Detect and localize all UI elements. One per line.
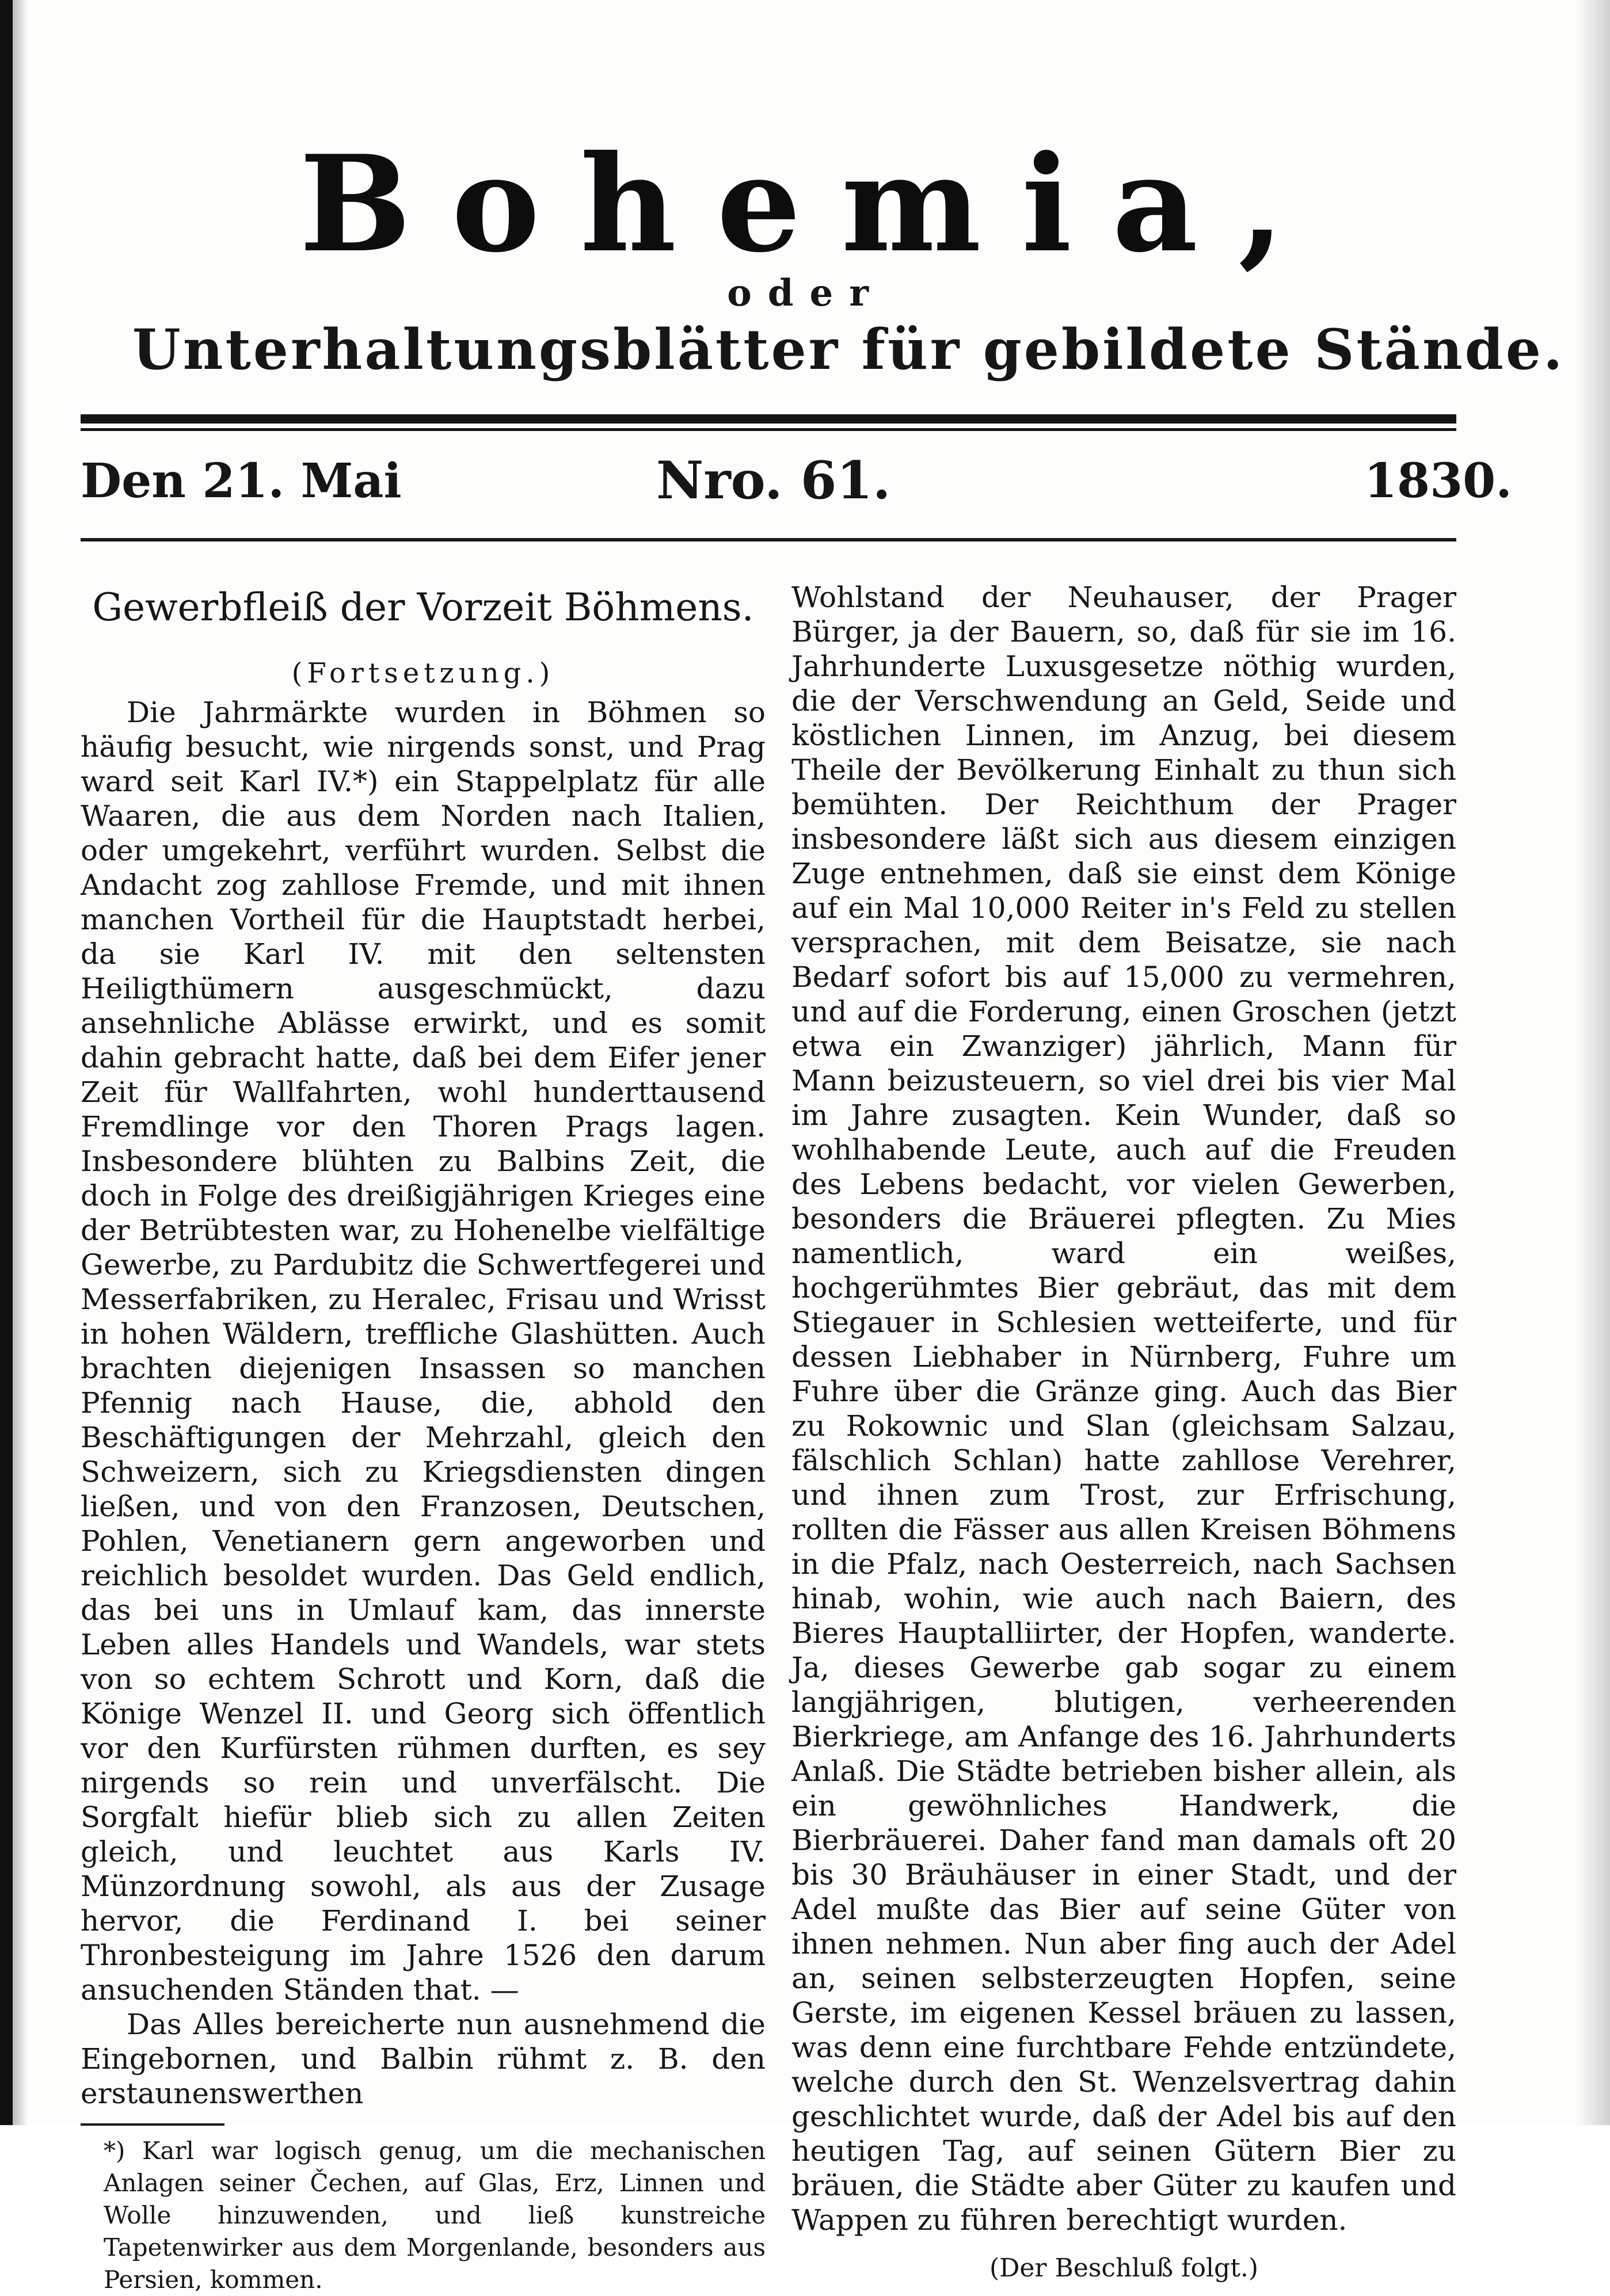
article-paragraph: Die Jahrmärkte wurden in Böhmen so häufig besucht, wie nirgends sonst, und Prag ward seit Karl IV.*) ein Stappelplatz für alle Waaren, die aus dem Norden nach Italien, oder umgekehrt, verführt wurden. Selbst die Andacht zog zahllose Fremde, und mit ihnen manchen Vortheil für die Hauptstadt herbei, da sie Karl IV. mit den seltensten Heiligthümern ausgeschmückt, dazu ansehnliche Ablässe erwirkt, und es somit dahin gebracht hatte, daß bei dem Eifer jener Zeit für Wallfahrten, wohl hunderttausend Fremdlinge vor den Thoren Prags lagen. Insbesondere blühten zu Balbins Zeit, die doch in Folge des dreißigjährigen Krieges eine der Betrübtesten war, zu Hohenelbe vielfältige Gewerbe, zu Pardubitz die Schwertfegerei und Messerfabriken, zu Heralec, Frisau und Wrisst in hohen Wäldern, treffliche Glashütten. Auch brachten diejenigen Insassen so manchen Pfennig nach Hause, die, abhold den Beschäftigungen der Mehrzahl, gleich den Schweizern, sich zu Kriegsdiensten dingen ließen, und von den Franzosen, Deutschen, Pohlen, Venetianern gern angeworben und reichlich besoldet wurden. Das Geld endlich, das bei uns in Umlauf kam, das innerste Leben alles Handels und Wandels, war stets von so echtem Schrott und Korn, daß die Könige Wenzel II. und Georg sich öffentlich vor den Kurfürsten rühmen durften, es sey nirgends so rein und unverfälscht. Die Sorgfalt hiefür blieb sich zu allen Zeiten gleich, und leuchtet aus Karls IV. Münzordnung sowohl, als aus der Zusage hervor, die Ferdinand I. bei seiner Thronbesteigung im Jahre 1526 den darum ansuchenden Ständen that. — xyxy=(81,696,766,2007)
page-binding-shadow xyxy=(13,0,28,2125)
masthead-rule-thick xyxy=(81,414,1456,424)
closing-note: (Der Beschluß folgt.) xyxy=(989,2253,1259,2283)
continuation-note: (Fortsetzung.) xyxy=(291,657,555,689)
issue-date: Den 21. Mai xyxy=(81,453,402,509)
left-column xyxy=(81,575,766,2296)
footnote: *) Karl war logisch genug, um die mechanischen Anlagen seiner Čechen, auf Glas, Erz, Linnen und Wolle hinzuwenden, und ließ kunstreiche Tapetenwirker aus dem Morgenlande, besonders aus Persien, kommen. xyxy=(104,2137,766,2294)
masthead-rule-thin xyxy=(81,428,1456,431)
masthead-title: Bohemia, xyxy=(299,127,1325,282)
issue-number: Nro. 61. xyxy=(656,450,891,511)
page-binding-edge xyxy=(0,0,13,2125)
footnote-rule xyxy=(81,2123,224,2126)
masthead-subtitle: Unterhaltungsblätter für gebildete Stände. xyxy=(132,317,1565,382)
masthead-oder: oder xyxy=(727,272,885,315)
article-paragraph: Das Alles bereicherte nun ausnehmend die Eingebornen, und Balbin rühmt z. B. den erstaunenswerthen xyxy=(81,2008,766,2110)
article-title: Gewerbfleiß der Vorzeit Böhmens. xyxy=(92,585,754,630)
right-column xyxy=(791,580,1456,2284)
page-right-edge xyxy=(1575,0,1610,2125)
issue-rule xyxy=(81,538,1456,541)
issue-year: 1830. xyxy=(1364,453,1512,509)
article-paragraph: Wohlstand der Neuhauser, der Prager Bürger, ja der Bauern, so, daß für sie im 16. Jahrhunderte Luxusgesetze nöthig wurden, die der Verschwendung an Geld, Seide und köstlichen Linnen, im Anzug, bei diesem Theile der Bevölkerung Einhalt zu thun sich bemühten. Der Reichthum der Prager insbesondere läßt sich aus diesem einzigen Zuge entnehmen, daß sie einst dem Könige auf ein Mal 10,000 Reiter in's Feld zu stellen versprachen, mit dem Beisatze, sie nach Bedarf sofort bis auf 15,000 zu vermehren, und auf die Forderung, einen Groschen (jetzt etwa ein Zwanziger) jährlich, Mann für Mann beizusteuern, so viel drei bis vier Mal im Jahre zusagten. Kein Wunder, daß so wohlhabende Leute, auch auf die Freuden des Lebens bedacht, vor vielen Gewerben, besonders die Bräuerei pflegten. Zu Mies namentlich, ward ein weißes, hochgerühmtes Bier gebräut, das mit dem Stiegauer in Schlesien wetteiferte, und für dessen Liebhaber in Nürnberg, Fuhre um Fuhre über die Gränze ging. Auch das Bier zu Rokownic und Slan (gleichsam Salzau, fälschlich Schlan) hatte zahllose Verehrer, und ihnen zum Trost, zur Erfrischung, rollten die Fässer aus allen Kreisen Böhmens in die Pfalz, nach Oesterreich, nach Sachsen hinab, wohin, wie auch nach Baiern, des Bieres Hauptalliirter, der Hopfen, wanderte. Ja, dieses Gewerbe gab sogar zu einem langjährigen, blutigen, verheerenden Bierkriege, am Anfange des 16. Jahrhunderts Anlaß. Die Städte betrieben bisher allein, als ein gewöhnliches Handwerk, die Bierbräuerei. Daher fand man damals oft 20 bis 30 Bräuhäuser in einer Stadt, und der Adel mußte das Bier auf seine Güter von ihnen nehmen. Nun aber fing auch der Adel an, seinen selbsterzeugten Hopfen, seine Gerste, im eigenen Kessel bräuen zu lassen, was denn eine furchtbare Fehde entzündete, welche durch den St. Wenzelsvertrag dahin geschlichtet wurde, daß der Adel bis auf den heutigen Tag, auf seinen Gütern Bier zu bräuen, die Städte aber Güter zu kaufen und Wappen zu führen berechtigt wurden. xyxy=(791,581,1456,2237)
